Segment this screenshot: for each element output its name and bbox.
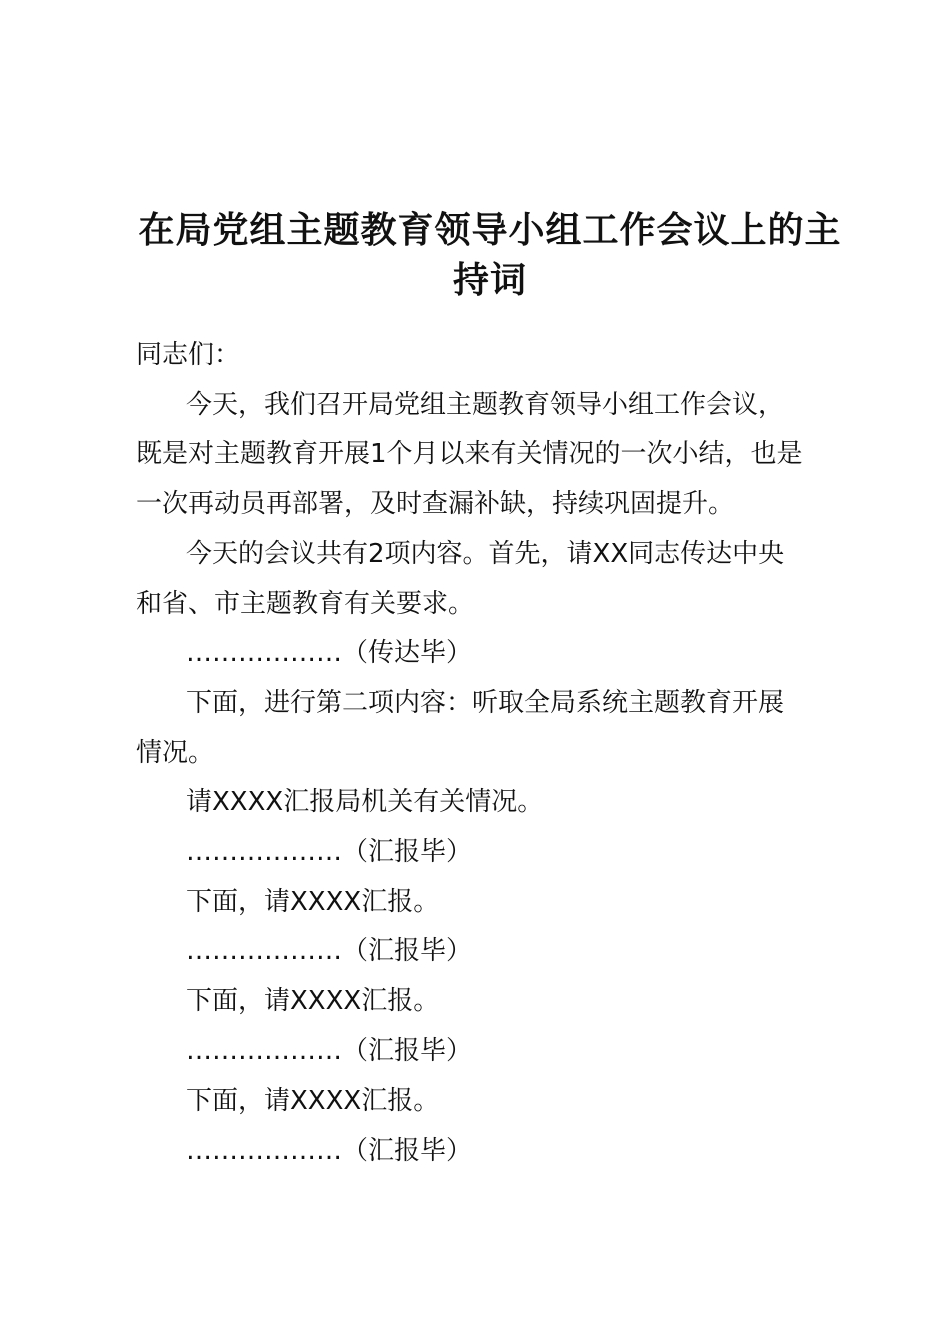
paragraph-1-line-2: 既是对主题教育开展1个月以来有关情况的一次小结，也是	[136, 439, 803, 469]
title-line-1: 在局党组主题教育领导小组工作会议上的主	[138, 210, 842, 251]
report-done-4: ………………（汇报毕）	[186, 1136, 473, 1166]
paragraph-2-line-2: 和省、市主题教育有关要求。	[136, 589, 475, 619]
paragraph-2-line-1: 今天的会议共有2项内容。首先，请XX同志传达中央	[186, 539, 785, 569]
relay-done-line: ………………（传达毕）	[186, 638, 473, 668]
report-done-3: ………………（汇报毕）	[186, 1036, 473, 1066]
paragraph-1-line-1: 今天，我们召开局党组主题教育领导小组工作会议，	[186, 390, 785, 420]
document-title	[120, 206, 860, 306]
title-line-2: 持词	[452, 260, 527, 301]
report-done-2: ………………（汇报毕）	[186, 936, 473, 966]
report-request-1: 请XXXX汇报局机关有关情况。	[186, 787, 544, 817]
paragraph-4-line-2: 情况。	[136, 738, 215, 768]
report-request-3: 下面，请XXXX汇报。	[186, 986, 440, 1016]
report-request-4: 下面，请XXXX汇报。	[186, 1086, 440, 1116]
paragraph-1-line-3: 一次再动员再部署，及时查漏补缺，持续巩固提升。	[136, 489, 735, 519]
paragraph-4-line-1: 下面，进行第二项内容：听取全局系统主题教育开展	[186, 688, 785, 718]
report-done-1: ………………（汇报毕）	[186, 837, 473, 867]
greeting: 同志们：	[136, 340, 241, 370]
report-request-2: 下面，请XXXX汇报。	[186, 887, 440, 917]
